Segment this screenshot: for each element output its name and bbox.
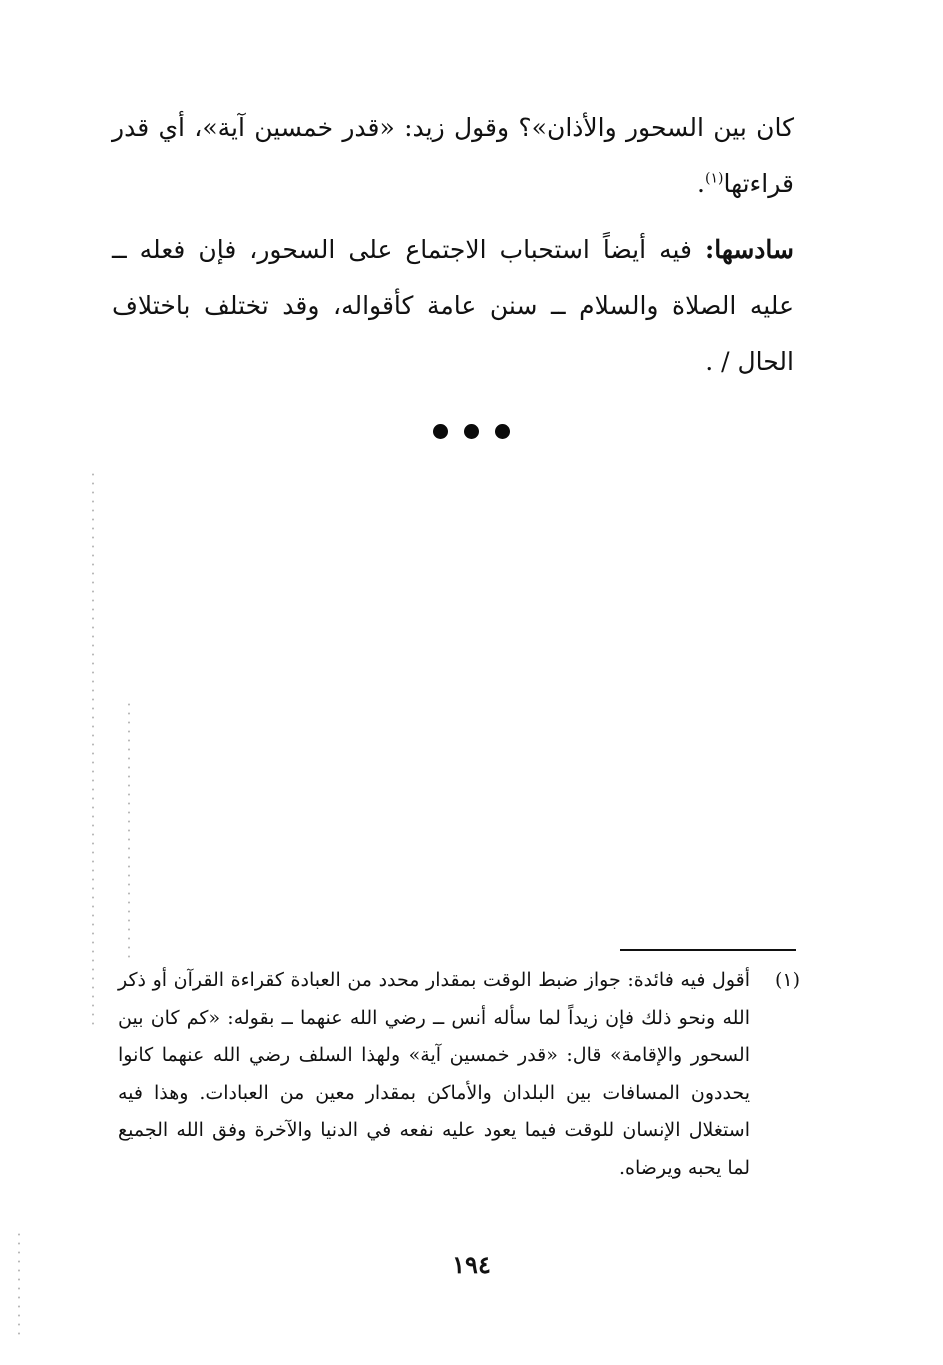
paragraph-lead: سادسها:: [704, 235, 794, 264]
paragraph: [112, 100, 794, 212]
scan-noise: [128, 700, 130, 960]
separator-dot: [495, 424, 510, 439]
paragraph-text: فيه أيضاً استحباب الاجتماع على السحور، فإن فعله ــ عليه الصلاة والسلام ــ سنن عامة كأقواله، وقد تختلف باختلاف الحال / .: [112, 235, 794, 376]
separator-dot: [464, 424, 479, 439]
scan-noise: [92, 470, 94, 1030]
footnote-rule: [620, 949, 796, 951]
footnote-text: أقول فيه فائدة: جواز ضبط الوقت بمقدار محدد من العبادة كقراءة القرآن أو ذكر الله ونحو ذلك فإن زيداً لما سأله أنس ــ رضي الله عنهما ــ بقوله: «كم كان بين السحور والإقامة» قال: «قدر خمسين آية» ولهذا السلف رضي الله عنهما كانوا يحددون المسافات بين البلدان والأماكن بمقدار معين من العبادات. وهذا فيه استغلال الإنسان للوقت فيما يعود عليه نفعه في الدنيا والآخرة وفق الله الجميع لما يحبه ويرضاه.: [118, 969, 750, 1179]
section-separator: [0, 424, 943, 439]
paragraph-text: كان بين السحور والأذان»؟ وقول زيد: «قدر خمسين آية»، أي قدر قراءتها: [112, 113, 794, 198]
main-text: [112, 100, 794, 390]
page-number: ١٩٤: [452, 1250, 491, 1279]
scan-noise: [18, 1230, 20, 1340]
footnote: [118, 962, 800, 1187]
footnote-reference: (١): [704, 170, 724, 187]
paragraph-end: .: [697, 169, 705, 198]
footnote-number: (١): [774, 969, 800, 991]
paragraph: [112, 222, 794, 390]
separator-dot: [433, 424, 448, 439]
